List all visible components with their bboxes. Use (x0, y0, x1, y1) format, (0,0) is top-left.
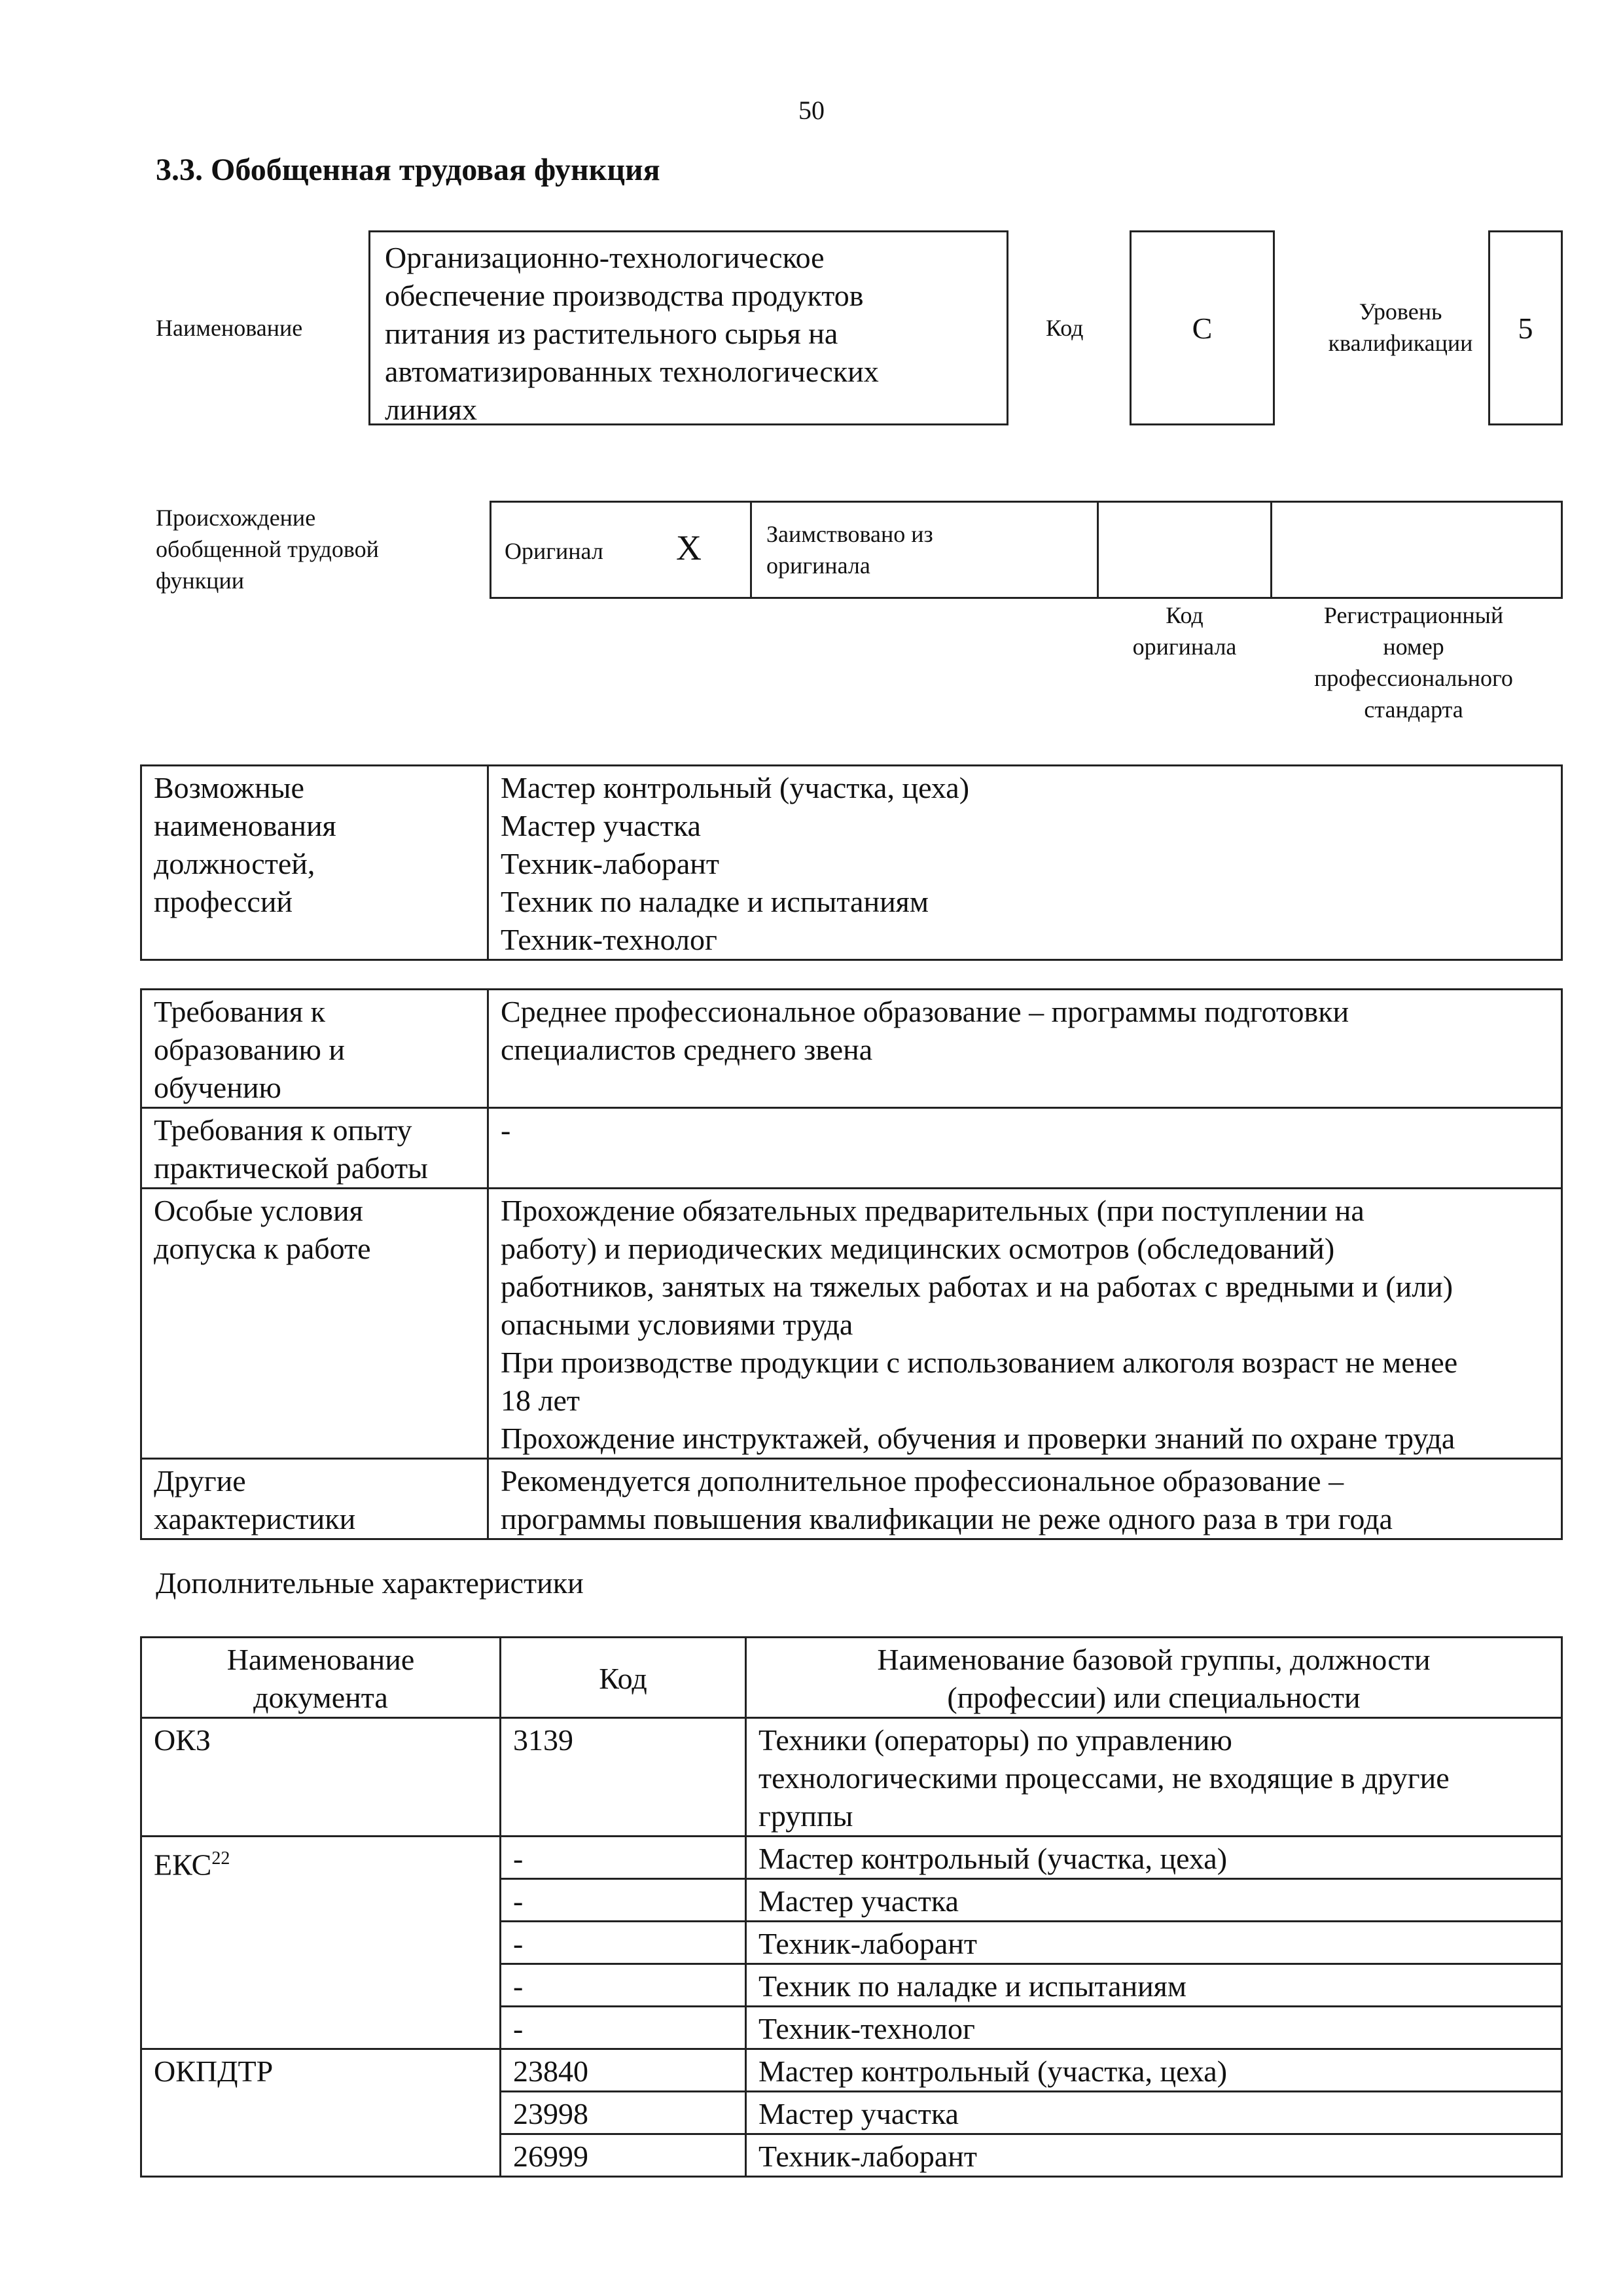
col-group-header (746, 1638, 1562, 1718)
requirement-value-line: опасными условиями труда (501, 1308, 853, 1341)
reg-number-caption-line: Регистрационный (1323, 602, 1504, 628)
requirement-label-line: Требования к (154, 995, 325, 1028)
group-okpdtr: Техник-лаборант (746, 2134, 1562, 2177)
code-original-caption (1086, 600, 1283, 662)
code-okz: 3139 (501, 1718, 746, 1837)
code-value-box (1130, 230, 1275, 425)
requirement-value-line: Прохождение обязательных предварительных (при поступлении на (501, 1194, 1364, 1227)
requirement-value-line: Среднее профессиональное образование – программы подготовки (501, 995, 1349, 1028)
positions-label-line: профессий (154, 885, 293, 918)
requirement-value-line: программы повышения квалификации не реже одного раза в три года (501, 1502, 1393, 1535)
requirement-label-line: образованию и (154, 1033, 345, 1066)
table-row (141, 1718, 1562, 1837)
additional-table (140, 1636, 1563, 2178)
group-eks: Техник по наладке и испытаниям (746, 1964, 1562, 2007)
requirement-label-line: допуска к работе (154, 1232, 371, 1265)
position-item: Техник-лаборант (501, 847, 719, 880)
position-item: Мастер контрольный (участка, цеха) (501, 771, 970, 804)
reg-number-caption-line: профессионального (1314, 665, 1513, 691)
requirements-table (140, 988, 1563, 1540)
table-row (141, 1837, 1562, 1879)
borrowed-label-line: оригинала (766, 552, 870, 579)
name-value-line: автоматизированных технологических (385, 355, 879, 388)
origin-label-line: функции (156, 567, 244, 594)
col-code-header: Код (501, 1638, 746, 1718)
name-value-line: линиях (385, 393, 477, 426)
position-item: Мастер участка (501, 809, 701, 842)
positions-list (488, 766, 1562, 960)
doc-eks-footnote: 22 (211, 1848, 230, 1869)
requirement-value (488, 990, 1562, 1108)
borrowed-label-line: Заимствовано из (766, 521, 933, 547)
origin-label-line: обобщенной трудовой (156, 536, 379, 562)
additional-title: Дополнительные характеристики (156, 1566, 584, 1600)
additional-header-row (141, 1638, 1562, 1718)
requirement-value-line: работу) и периодических медицинских осмотров (обследований) (501, 1232, 1335, 1265)
requirement-value (488, 1459, 1562, 1539)
code-eks: - (501, 1837, 746, 1879)
col-doc-header (141, 1638, 501, 1718)
group-eks: Мастер контрольный (участка, цеха) (746, 1837, 1562, 1879)
requirement-label (141, 1189, 488, 1459)
doc-okz: ОКЗ (141, 1718, 501, 1837)
level-label-line: квалификации (1328, 330, 1473, 356)
requirement-row (141, 1108, 1562, 1189)
level-label (1276, 296, 1525, 359)
requirement-value (488, 1189, 1562, 1459)
col-doc-header-line: Наименование (226, 1643, 415, 1676)
requirement-label-line: характеристики (154, 1502, 356, 1535)
requirement-row (141, 990, 1562, 1108)
group-eks: Техник-технолог (746, 2007, 1562, 2049)
name-value-box (368, 230, 1008, 425)
doc-eks-text: ЕКС (154, 1848, 212, 1882)
code-okpdtr: 23840 (501, 2049, 746, 2092)
code-original-caption-line: оригинала (1132, 634, 1237, 660)
code-eks: - (501, 1879, 746, 1922)
name-value (385, 239, 879, 429)
positions-label-line: Возможные (154, 771, 304, 804)
group-okz-line: Техники (операторы) по управлению (758, 1723, 1232, 1757)
col-group-header-line: (профессии) или специальности (947, 1681, 1361, 1714)
code-eks: - (501, 2007, 746, 2049)
code-value: C (1192, 312, 1213, 345)
positions-table (140, 764, 1563, 961)
requirement-label-line: обучению (154, 1071, 281, 1104)
name-value-line: Организационно-технологическое (385, 241, 825, 274)
group-okz-line: технологическими процессами, не входящие в другие (758, 1761, 1450, 1795)
position-item: Техник по наладке и испытаниям (501, 885, 929, 918)
origin-label (156, 502, 379, 596)
page-number: 50 (798, 96, 825, 125)
code-eks: - (501, 1964, 746, 2007)
level-label-line: Уровень (1359, 298, 1442, 325)
code-original-caption-line: Код (1166, 602, 1204, 628)
requirement-row (141, 1189, 1562, 1459)
requirement-value-line: 18 лет (501, 1384, 580, 1417)
requirement-row (141, 1459, 1562, 1539)
requirement-value (488, 1108, 1562, 1189)
positions-label-line: наименования (154, 809, 336, 842)
group-okz-line: группы (758, 1799, 853, 1833)
group-okz (746, 1718, 1562, 1837)
requirement-value-line: Рекомендуется дополнительное профессиональное образование – (501, 1464, 1344, 1498)
requirement-value-line: - (501, 1113, 511, 1147)
table-row (141, 2049, 1562, 2092)
name-value-line: обеспечение производства продуктов (385, 279, 864, 312)
position-item: Техник-технолог (501, 923, 717, 956)
level-value: 5 (1518, 312, 1533, 345)
code-eks: - (501, 1922, 746, 1964)
borrowed-label (766, 518, 933, 581)
col-doc-header-line: документа (253, 1681, 388, 1714)
code-label: Код (1046, 315, 1084, 341)
code-okpdtr: 23998 (501, 2092, 746, 2134)
requirement-label-line: Другие (154, 1464, 246, 1498)
requirement-label (141, 1459, 488, 1539)
requirement-label-line: Особые условия (154, 1194, 363, 1227)
doc-eks (141, 1837, 501, 2049)
requirement-value-line: Прохождение инструктажей, обучения и проверки знаний по охране труда (501, 1422, 1455, 1455)
code-okpdtr: 26999 (501, 2134, 746, 2177)
name-label: Наименование (156, 315, 303, 341)
requirement-label (141, 1108, 488, 1189)
level-value-box (1488, 230, 1563, 425)
group-eks: Мастер участка (746, 1879, 1562, 1922)
name-value-line: питания из растительного сырья на (385, 317, 838, 350)
original-mark: X (676, 528, 702, 567)
section-title: 3.3. Обобщенная трудовая функция (156, 152, 660, 187)
requirement-label-line: Требования к опыту (154, 1113, 412, 1147)
reg-number-caption-line: номер (1383, 634, 1444, 660)
requirement-label (141, 990, 488, 1108)
positions-label-line: должностей, (154, 847, 315, 880)
requirement-value-line: При производстве продукции с использованием алкоголя возраст не менее (501, 1346, 1458, 1379)
original-label: Оригинал (505, 538, 603, 564)
requirement-label-line: практической работы (154, 1151, 428, 1185)
doc-okpdtr: ОКПДТР (141, 2049, 501, 2177)
col-group-header-line: Наименование базовой группы, должности (877, 1643, 1431, 1676)
requirement-value-line: специалистов среднего звена (501, 1033, 873, 1066)
reg-number-caption-line: стандарта (1364, 696, 1463, 723)
origin-label-line: Происхождение (156, 505, 316, 531)
group-okpdtr: Мастер участка (746, 2092, 1562, 2134)
positions-label (141, 766, 488, 960)
reg-number-caption (1270, 600, 1558, 725)
requirement-value-line: работников, занятых на тяжелых работах и на работах с вредными и (или) (501, 1270, 1454, 1303)
group-eks: Техник-лаборант (746, 1922, 1562, 1964)
origin-table (490, 501, 1563, 599)
group-okpdtr: Мастер контрольный (участка, цеха) (746, 2049, 1562, 2092)
